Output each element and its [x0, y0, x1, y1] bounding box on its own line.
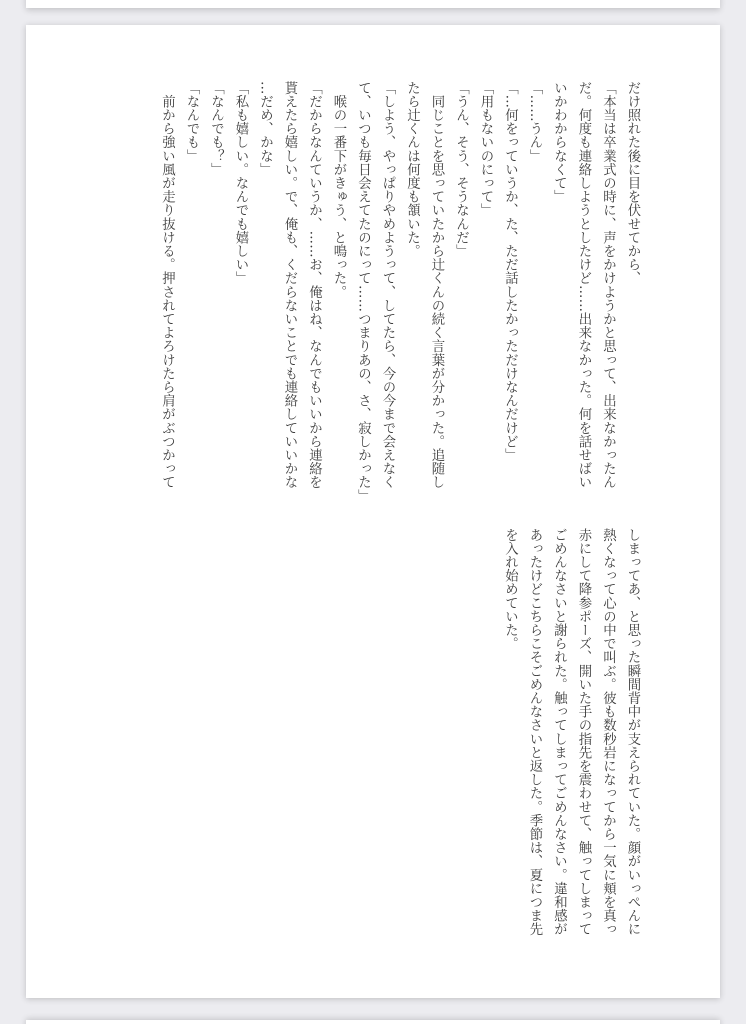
text-line: 「本当は卒業式の時に、声をかけようかと思って、出来なかったん [600, 81, 616, 489]
text-line: て、いつも毎日会えてたのにって……つまりあの、さ、寂しかった」 [355, 81, 371, 503]
previous-page-edge [26, 0, 720, 8]
text-line: しまってあ、と思った瞬間背中が支えられていた。顔がいっぺんに [625, 528, 640, 936]
text-line: 「だからなんていうか、……お、俺はね、なんでもいいから連絡を [306, 81, 322, 489]
text-line: 「なんでも？」 [208, 81, 224, 177]
next-page-edge [26, 1020, 720, 1024]
text-line: 赤にして降参ポーズ、開いた手の指先を震わせて、触ってしまって [576, 528, 591, 936]
text-line: 前から強い風が走り抜ける。押されてよろけたら肩がぶつかって [159, 81, 175, 489]
text-line: だけ照れた後に目を伏せてから、 [625, 81, 640, 285]
text-line: 「…何をっていうか、た、ただ話したかっただけなんだけど」 [502, 81, 518, 462]
document-page [26, 25, 720, 998]
text-line: 同じことを思っていたから辻くんの続く言葉が分かった。追随し [429, 81, 444, 489]
vertical-text-block-top [154, 81, 644, 511]
text-line: …だめ、かな」 [257, 81, 273, 177]
text-line: いかわからなくて」 [551, 81, 567, 204]
text-line: だ。何度も連絡しようとしたけど……出来なかった。何を話せばい [576, 81, 591, 489]
text-line: 熱くなって心の中で叫ぶ。彼も数秒岩になってから一気に頬を真っ [600, 528, 616, 936]
text-line: を入れ始めていた。 [502, 528, 518, 651]
text-line: 「……うん」 [527, 81, 542, 163]
text-line: 貰えたら嬉しい。で、俺も、くだらないことでも連絡していいかな [282, 81, 297, 489]
vertical-text-block-bottom [497, 528, 644, 958]
text-line: ごめんなさいと謝られた。触ってしまってごめんなさい。違和感が [551, 528, 567, 936]
text-line: 「私も嬉しい。なんでも嬉しい」 [233, 81, 248, 285]
text-line: 「用もないのにって」 [478, 81, 493, 217]
text-line: 喉の一番下がきゅう、と鳴った。 [331, 81, 346, 299]
text-line: 「うん、そう、そうなんだ」 [453, 81, 469, 258]
text-line: あったけどこちらこそごめんなさいと返した。季節は、夏につま先 [527, 528, 542, 936]
text-line: 「なんでも」 [184, 81, 199, 163]
text-line: 「しよう、やっぱりやめようって、してたら、今の今まで会えなく [380, 81, 395, 489]
text-line: たら辻くんは何度も頷いた。 [404, 81, 420, 258]
